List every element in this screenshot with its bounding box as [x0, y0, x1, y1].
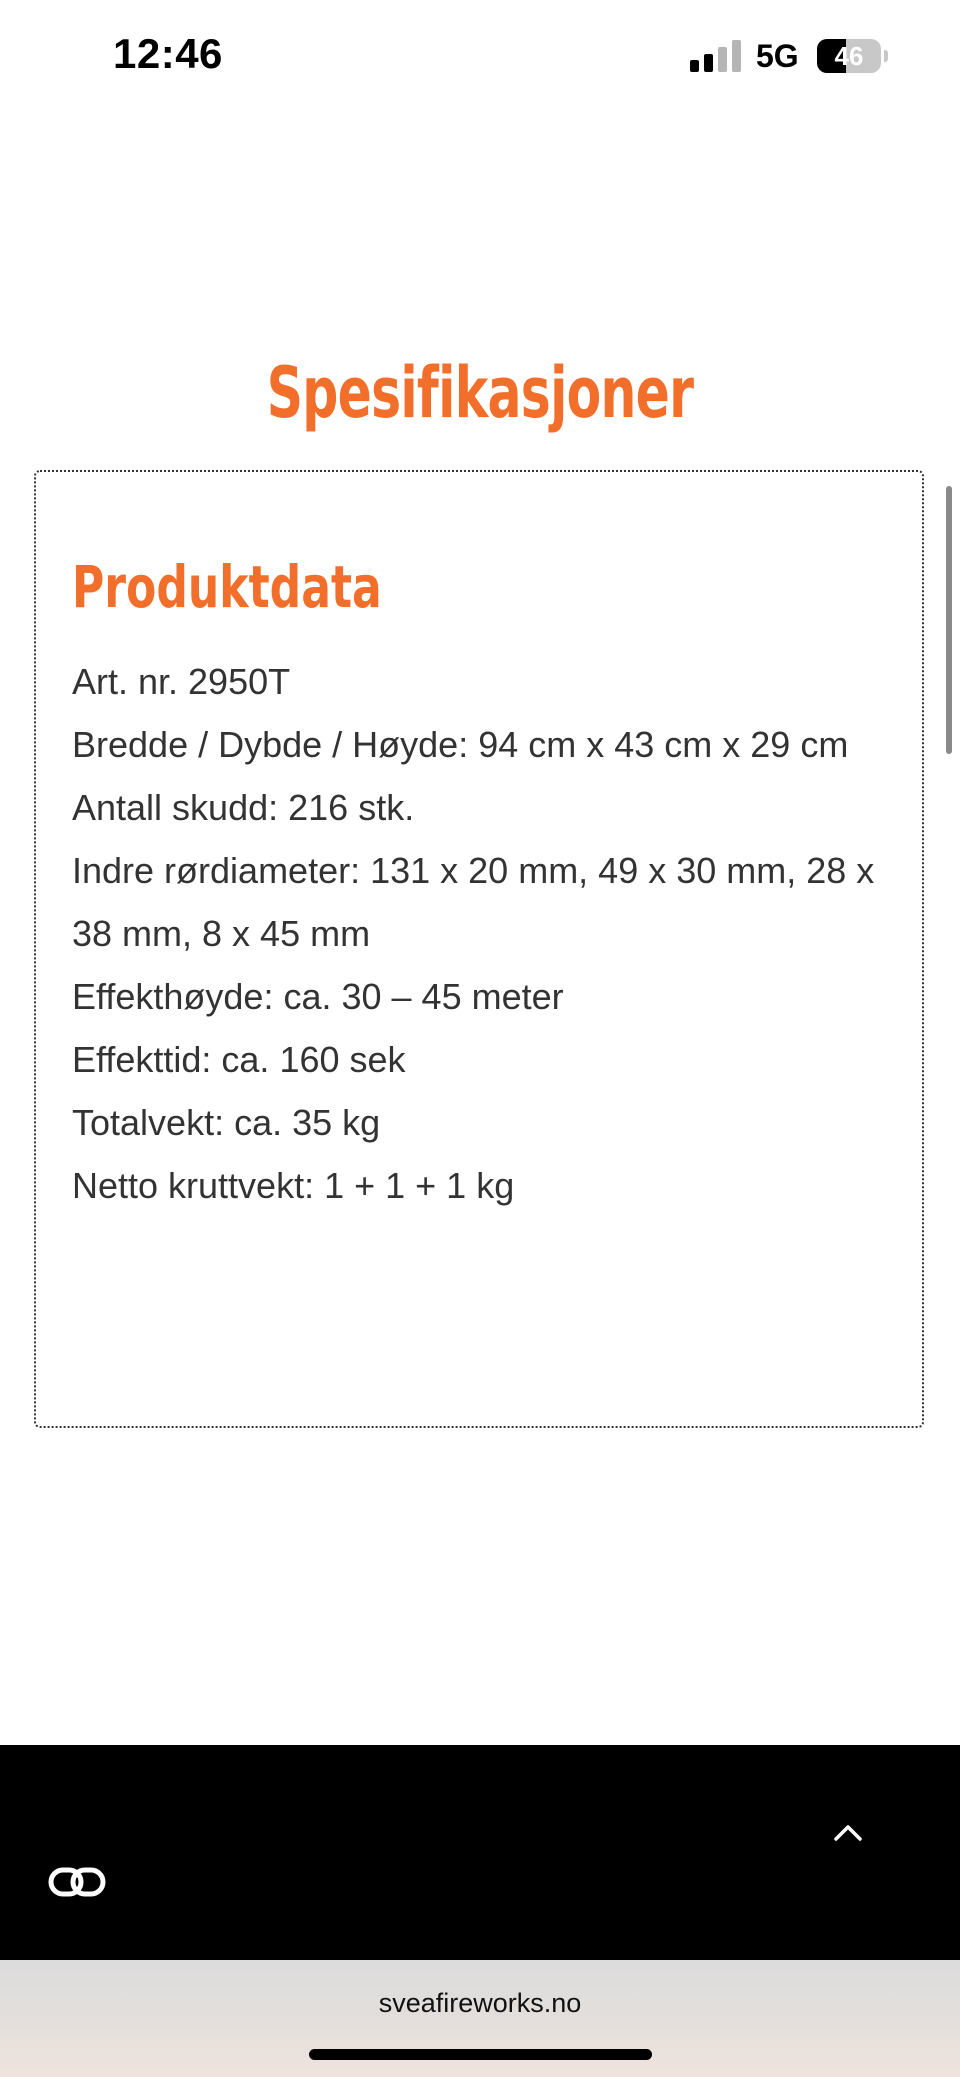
spec-item: Antall skudd: 216 stk. — [72, 787, 415, 828]
product-data-card — [34, 470, 924, 1428]
spec-item: Art. nr. 2950T — [72, 661, 291, 702]
spec-item: Netto kruttvekt: 1 + 1 + 1 kg — [72, 1165, 515, 1206]
card-title: Produktdata — [72, 553, 382, 621]
battery-tip — [884, 50, 888, 62]
footer — [0, 1745, 960, 1960]
status-bar — [0, 0, 960, 115]
chevron-up-icon — [833, 1824, 863, 1842]
scrollbar-thumb[interactable] — [946, 486, 952, 754]
spec-item: Totalvekt: ca. 35 kg — [72, 1102, 381, 1143]
status-time: 12:46 — [113, 30, 223, 77]
scroll-to-top-button[interactable] — [820, 1805, 876, 1861]
network-type: 5G — [756, 38, 799, 74]
spec-list — [72, 650, 902, 1217]
browser-url-bar[interactable] — [0, 1960, 960, 2077]
url-text[interactable]: sveafireworks.no — [378, 1988, 582, 2018]
battery-icon — [817, 39, 881, 73]
home-indicator[interactable] — [309, 2049, 652, 2060]
battery-percentage: 46 — [834, 41, 864, 71]
chain-link-logo-icon[interactable] — [48, 1865, 106, 1899]
cellular-signal-icon — [690, 40, 742, 72]
spec-item: Bredde / Dybde / Høyde: 94 cm x 43 cm x 29 cm — [72, 724, 849, 765]
spec-item: Effekthøyde: ca. 30 – 45 meter — [72, 976, 564, 1017]
section-title: Spesifikasjoner — [266, 352, 694, 434]
spec-item: Indre rørdiameter: 131 x 20 mm, 49 x 30 mm, 28 x 38 mm, 8 x 45 mm — [72, 850, 875, 954]
spec-item: Effekttid: ca. 160 sek — [72, 1039, 406, 1080]
